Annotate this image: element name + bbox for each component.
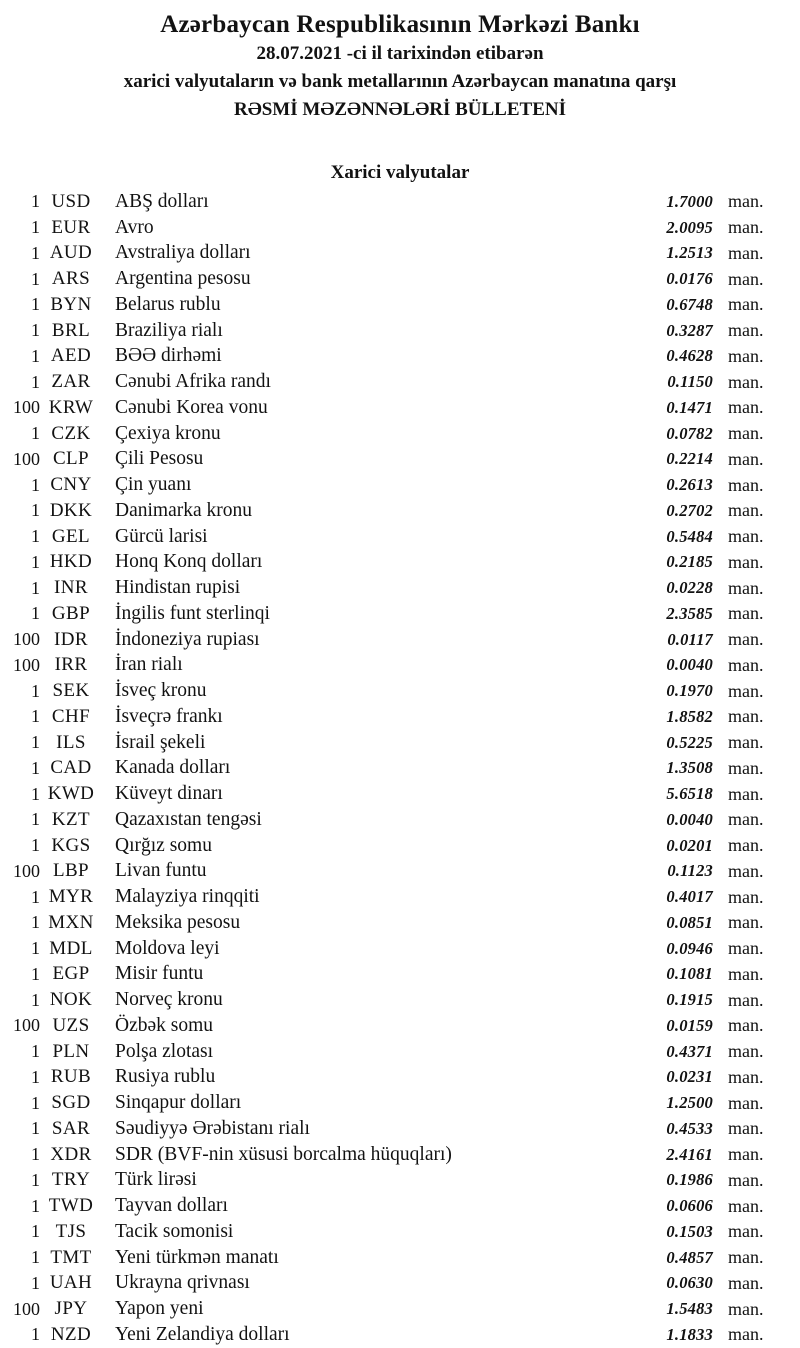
currency-code: TWD [48,1195,94,1217]
currency-row [0,936,800,962]
unit-label: man. [728,294,764,315]
currency-row [0,653,800,679]
exchange-rate: 1.2513 [666,243,713,263]
currency-code: SEK [52,680,90,702]
exchange-rate: 0.2185 [666,552,713,572]
nominal-value: 1 [31,603,40,624]
currency-name: Avstraliya dolları [115,242,251,264]
currency-code: KGS [51,834,91,856]
unit-label: man. [728,1169,764,1190]
currency-code: CZK [51,422,91,444]
currency-code: IRR [54,654,88,676]
exchange-rate: 0.4371 [666,1041,713,1061]
exchange-rate: 1.2500 [666,1093,713,1113]
unit-label: man. [728,783,764,804]
exchange-rate: 0.4533 [666,1118,713,1138]
currency-code: LBP [52,860,90,882]
unit-label: man. [728,989,764,1010]
currency-name: Norveç kronu [115,989,223,1011]
unit-label: man. [728,371,764,392]
nominal-value: 1 [31,526,40,547]
nominal-value: 1 [31,1118,40,1139]
unit-label: man. [728,268,764,289]
currency-code: UZS [52,1014,90,1036]
currency-code: INR [54,577,88,599]
exchange-rate: 0.0782 [666,423,713,443]
currency-code: ILS [56,731,86,753]
currency-code: BRL [51,319,91,341]
currency-code: NOK [49,989,93,1011]
currency-code: TRY [51,1169,91,1191]
exchange-rate: 5.6518 [666,784,713,804]
nominal-value: 100 [13,1298,40,1319]
currency-row [0,1039,800,1065]
currency-name: Sinqapur dolları [115,1092,242,1114]
exchange-rate: 2.0095 [666,217,713,237]
currency-code: EUR [51,216,91,238]
currency-row [0,575,800,601]
exchange-rate: 0.3287 [666,320,713,340]
currency-row [0,1116,800,1142]
unit-label: man. [728,654,764,675]
currency-row [0,421,800,447]
currency-name: Braziliya rialı [115,319,223,341]
currency-table [0,189,800,1348]
currency-code: ZAR [51,371,91,393]
exchange-rate: 0.0231 [666,1067,713,1087]
exchange-rate: 0.0228 [666,578,713,598]
nominal-value: 1 [31,732,40,753]
nominal-value: 100 [13,448,40,469]
currency-code: EGP [52,963,90,985]
currency-row [0,704,800,730]
currency-row [0,1296,800,1322]
currency-row [0,884,800,910]
currency-code: CAD [50,757,92,779]
unit-label: man. [728,1272,764,1293]
unit-label: man. [728,1298,764,1319]
nominal-value: 1 [31,1169,40,1190]
currency-row [0,1322,800,1348]
nominal-value: 1 [31,1272,40,1293]
nominal-value: 1 [31,886,40,907]
currency-code: ARS [51,268,91,290]
exchange-rate: 0.1915 [666,990,713,1010]
exchange-rate: 2.4161 [666,1144,713,1164]
currency-row [0,730,800,756]
exchange-rate: 0.4857 [666,1247,713,1267]
currency-code: TMT [50,1246,92,1268]
currency-name: Hindistan rupisi [115,577,241,599]
currency-name: Çexiya kronu [115,422,221,444]
currency-name: İsveç kronu [115,680,207,702]
unit-label: man. [728,474,764,495]
nominal-value: 1 [31,577,40,598]
unit-label: man. [728,242,764,263]
currency-name: Belarus rublu [115,293,221,315]
currency-row [0,781,800,807]
currency-row [0,189,800,215]
currency-code: SGD [51,1092,91,1114]
exchange-rate: 0.5484 [666,526,713,546]
unit-label: man. [728,500,764,521]
exchange-rate: 0.2702 [666,500,713,520]
unit-label: man. [728,217,764,238]
unit-label: man. [728,629,764,650]
currency-name: Argentina pesosu [115,268,251,290]
exchange-rate: 0.0201 [666,835,713,855]
currency-code: GEL [51,525,91,547]
currency-name: Küveyt dinarı [115,783,223,805]
bank-name-title: Azərbaycan Respublikasının Mərkəzi Bankı [160,11,640,38]
bulletin-title-line: RƏSMİ MƏZƏNNƏLƏRİ BÜLLETENİ [233,99,566,120]
nominal-value: 1 [31,706,40,727]
unit-label: man. [728,1092,764,1113]
exchange-rate: 0.1150 [667,372,713,392]
exchange-rate: 0.2613 [666,475,713,495]
currency-row [0,987,800,1013]
exchange-rate: 0.0176 [666,269,713,289]
currency-code: TJS [55,1220,87,1242]
currency-code: MYR [48,886,94,908]
nominal-value: 1 [31,938,40,959]
nominal-value: 1 [31,551,40,572]
unit-label: man. [728,732,764,753]
currency-name: İngilis funt sterlinqi [115,602,270,624]
currency-code: JPY [54,1298,88,1320]
nominal-value: 1 [31,294,40,315]
currency-row [0,910,800,936]
currency-name: Səudiyyə Ərəbistanı rialı [115,1117,310,1139]
nominal-value: 100 [13,629,40,650]
currency-code: SAR [51,1117,91,1139]
currency-row [0,1013,800,1039]
nominal-value: 100 [13,860,40,881]
nominal-value: 1 [31,1247,40,1268]
exchange-rate: 0.1471 [666,397,713,417]
currency-name: Yapon yeni [115,1298,204,1320]
currency-row [0,369,800,395]
exchange-rate: 0.2214 [666,449,713,469]
currency-code: CLP [52,448,90,470]
unit-label: man. [728,1118,764,1139]
currency-name: Çili Pesosu [115,448,204,470]
exchange-rate: 2.3585 [666,603,713,623]
currency-code: RUB [50,1066,92,1088]
currency-name: Qırğız somu [115,834,212,856]
currency-name: Türk lirəsi [115,1169,197,1191]
currency-row [0,241,800,267]
currency-name: İsveçrə frankı [115,705,223,727]
currency-name: Ukrayna qrivnası [115,1272,250,1294]
unit-label: man. [728,886,764,907]
currency-row [0,807,800,833]
currency-row [0,447,800,473]
currency-code: UAH [49,1272,93,1294]
currency-name: İndoneziya rupiası [115,628,260,650]
nominal-value: 1 [31,757,40,778]
unit-label: man. [728,912,764,933]
currency-name: Tayvan dolları [115,1195,228,1217]
nominal-value: 1 [31,835,40,856]
nominal-value: 1 [31,242,40,263]
currency-row [0,833,800,859]
unit-label: man. [728,345,764,366]
currency-row [0,344,800,370]
exchange-rate: 0.1503 [666,1221,713,1241]
exchange-rate: 1.3508 [666,758,713,778]
currency-row [0,550,800,576]
currency-row [0,266,800,292]
currency-code: GBP [51,602,91,624]
currency-name: Yeni Zelandiya dolları [115,1323,290,1345]
unit-label: man. [728,1015,764,1036]
nominal-value: 1 [31,320,40,341]
unit-label: man. [728,320,764,341]
currency-code: CHF [51,705,91,727]
unit-label: man. [728,938,764,959]
currency-row [0,498,800,524]
unit-label: man. [728,963,764,984]
currency-name: Moldova leyi [115,937,220,959]
currency-row [0,395,800,421]
currency-code: CNY [50,474,92,496]
currency-name: Kanada dolları [115,757,231,779]
unit-label: man. [728,603,764,624]
currency-code: KZT [51,808,91,830]
currency-name: Meksika pesosu [115,911,241,933]
exchange-rate: 0.4017 [666,887,713,907]
unit-label: man. [728,1041,764,1062]
nominal-value: 1 [31,345,40,366]
exchange-rate: 1.7000 [666,191,713,211]
currency-name: İran rialı [115,654,183,676]
unit-label: man. [728,526,764,547]
exchange-rate: 1.8582 [666,706,713,726]
exchange-rate: 0.0851 [666,912,713,932]
exchange-rate: 0.0040 [666,655,713,675]
currency-name: İsrail şekeli [115,731,206,753]
currency-name: Danimarka kronu [115,499,252,521]
currency-row [0,1245,800,1271]
subject-line: xarici valyutaların və bank metallarının Azərbaycan manatına qarşı [123,71,677,92]
unit-label: man. [728,397,764,418]
currency-code: KRW [48,396,94,418]
currency-code: KWD [47,783,95,805]
unit-label: man. [728,1324,764,1345]
currency-name: Cənubi Afrika randı [115,371,271,393]
unit-label: man. [728,1144,764,1165]
nominal-value: 1 [31,371,40,392]
unit-label: man. [728,757,764,778]
nominal-value: 1 [31,1092,40,1113]
currency-row [0,1090,800,1116]
unit-label: man. [728,1221,764,1242]
unit-label: man. [728,577,764,598]
nominal-value: 100 [13,397,40,418]
currency-code: AUD [49,242,93,264]
currency-name: SDR (BVF-nin xüsusi borcalma hüquqları) [115,1143,452,1165]
exchange-rate: 1.1833 [666,1324,713,1344]
currency-code: PLN [52,1040,90,1062]
unit-label: man. [728,809,764,830]
nominal-value: 1 [31,963,40,984]
nominal-value: 1 [31,268,40,289]
nominal-value: 100 [13,1015,40,1036]
currency-row [0,627,800,653]
exchange-rate: 0.0117 [667,629,713,649]
unit-label: man. [728,1066,764,1087]
currency-name: Rusiya rublu [115,1066,216,1088]
currency-row [0,1168,800,1194]
exchange-rate: 0.0946 [666,938,713,958]
currency-name: BƏƏ dirhəmi [115,345,222,367]
nominal-value: 1 [31,1324,40,1345]
currency-code: BYN [50,293,92,315]
exchange-rate: 0.4628 [666,346,713,366]
currency-code: IDR [54,628,88,650]
currency-row [0,1193,800,1219]
currency-row [0,524,800,550]
currency-name: Misir funtu [115,963,204,985]
currency-name: Yeni türkmən manatı [115,1246,279,1268]
currency-code: USD [51,190,91,212]
currency-row [0,678,800,704]
currency-name: ABŞ dolları [115,190,209,212]
currency-row [0,1219,800,1245]
unit-label: man. [728,835,764,856]
section-title-foreign-currencies: Xarici valyutalar [330,162,470,183]
currency-row [0,756,800,782]
unit-label: man. [728,1195,764,1216]
currency-row [0,472,800,498]
exchange-rate: 0.1970 [666,681,713,701]
currency-row [0,601,800,627]
nominal-value: 1 [31,809,40,830]
exchange-rate: 0.0040 [666,809,713,829]
unit-label: man. [728,1247,764,1268]
currency-name: Cənubi Korea vonu [115,396,268,418]
unit-label: man. [728,706,764,727]
exchange-rate: 0.1986 [666,1170,713,1190]
currency-name: Honq Konq dolları [115,551,263,573]
nominal-value: 1 [31,474,40,495]
currency-row [0,318,800,344]
nominal-value: 1 [31,191,40,212]
currency-name: Malayziya rinqqiti [115,886,260,908]
nominal-value: 1 [31,217,40,238]
currency-row [0,962,800,988]
currency-row [0,1142,800,1168]
currency-code: AED [50,345,92,367]
unit-label: man. [728,191,764,212]
exchange-rate: 0.0159 [666,1015,713,1035]
currency-name: Livan funtu [115,860,207,882]
unit-label: man. [728,860,764,881]
currency-code: XDR [50,1143,92,1165]
currency-name: Polşa zlotası [115,1040,214,1062]
exchange-rate: 1.5483 [666,1299,713,1319]
nominal-value: 1 [31,1066,40,1087]
exchange-rate: 0.1123 [667,861,713,881]
currency-name: Özbək somu [115,1014,214,1036]
currency-code: MXN [48,911,94,933]
currency-name: Çin yuanı [115,474,192,496]
unit-label: man. [728,448,764,469]
currency-row [0,292,800,318]
nominal-value: 1 [31,500,40,521]
currency-code: HKD [49,551,93,573]
unit-label: man. [728,551,764,572]
currency-row [0,859,800,885]
currency-name: Gürcü larisi [115,525,208,547]
exchange-rate: 0.5225 [666,732,713,752]
currency-code: MDL [49,937,93,959]
currency-row [0,1065,800,1091]
nominal-value: 100 [13,654,40,675]
nominal-value: 1 [31,1221,40,1242]
currency-row [0,215,800,241]
nominal-value: 1 [31,423,40,444]
currency-code: DKK [49,499,93,521]
currency-name: Qazaxıstan tengəsi [115,808,262,830]
unit-label: man. [728,423,764,444]
currency-name: Avro [115,216,154,238]
nominal-value: 1 [31,680,40,701]
effective-date-line: 28.07.2021 -ci il tarixindən etibarən [256,43,544,64]
nominal-value: 1 [31,1041,40,1062]
currency-row [0,1271,800,1297]
nominal-value: 1 [31,912,40,933]
nominal-value: 1 [31,1195,40,1216]
unit-label: man. [728,680,764,701]
currency-code: NZD [50,1323,92,1345]
nominal-value: 1 [31,989,40,1010]
exchange-rate: 0.0630 [666,1273,713,1293]
nominal-value: 1 [31,783,40,804]
exchange-rate: 0.1081 [666,964,713,984]
exchange-rate: 0.6748 [666,294,713,314]
currency-name: Tacik somonisi [115,1220,234,1242]
exchange-rate: 0.0606 [666,1196,713,1216]
nominal-value: 1 [31,1144,40,1165]
